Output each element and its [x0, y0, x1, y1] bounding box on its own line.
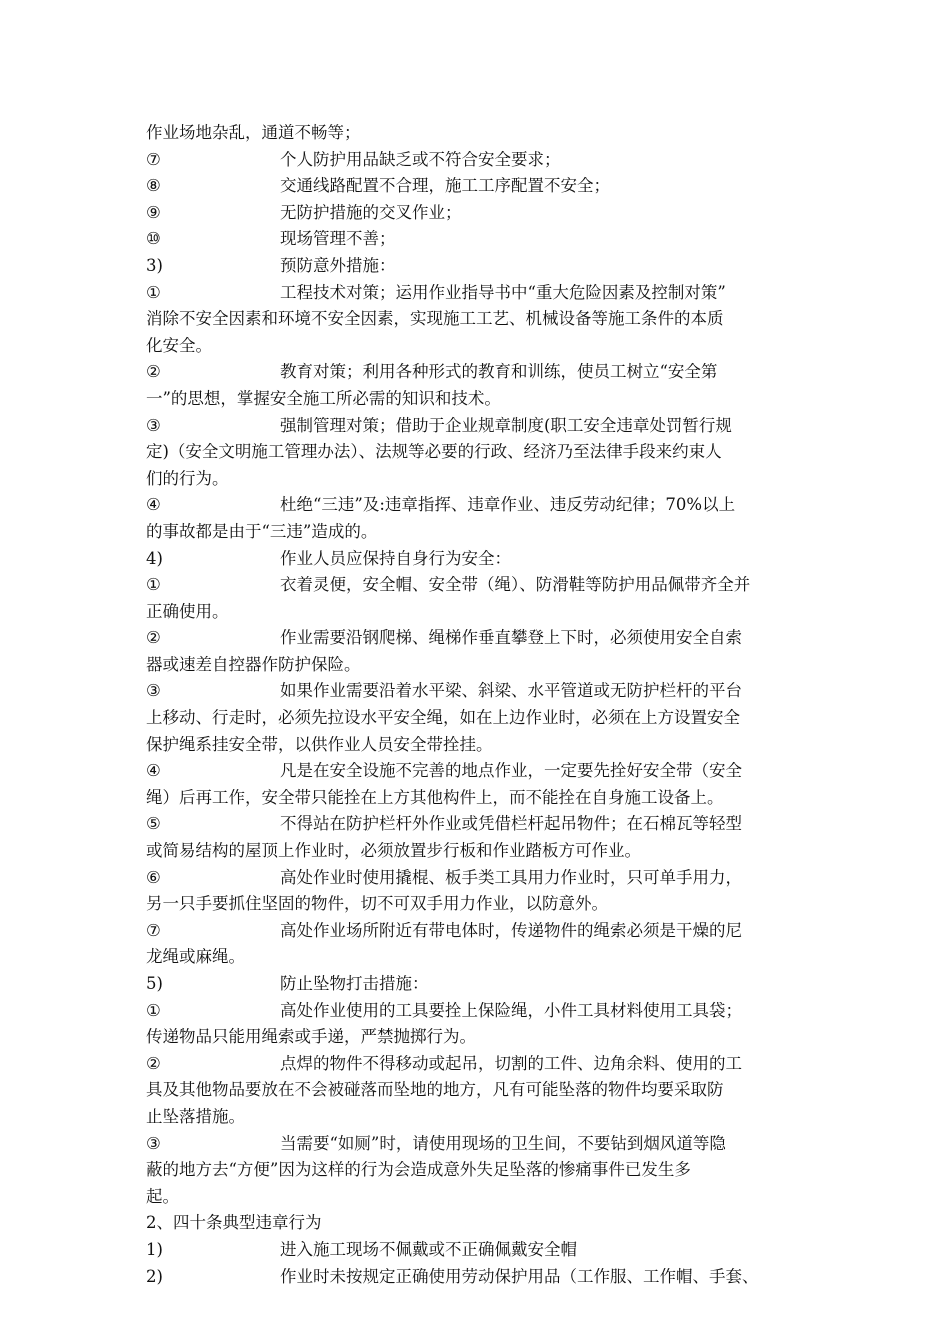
text-line: [146, 678, 806, 705]
document-body: [146, 120, 806, 1290]
text-line: [146, 918, 806, 945]
list-marker: ①: [146, 575, 161, 595]
text-line: [146, 200, 806, 227]
text-line: 2、四十条典型违章行为: [146, 1213, 322, 1233]
line-text: 当需要“如厕”时，请使用现场的卫生间，不要钻到烟风道等隐: [280, 1133, 726, 1153]
line-text: 作业时未按规定正确使用劳动保护用品（工作服、工作帽、手套、: [280, 1266, 759, 1286]
list-marker: ⑧: [146, 176, 161, 196]
text-line: [146, 280, 806, 307]
line-text: 作业需要沿钢爬梯、绳梯作垂直攀登上下时，必须使用安全自索: [280, 628, 742, 648]
text-line: [146, 838, 806, 865]
list-marker: ③: [146, 681, 161, 701]
text-line: [146, 1131, 806, 1158]
list-marker: ①: [146, 1000, 161, 1020]
text-line: [146, 439, 806, 466]
text-line: [146, 865, 806, 892]
list-item: [146, 1131, 806, 1211]
text-line: [146, 944, 806, 971]
text-line: [146, 1184, 806, 1211]
line-text: 衣着灵便，安全帽、安全带（绳）、防滑鞋等防护用品佩带齐全并: [280, 575, 751, 595]
text-line: [146, 173, 806, 200]
text-line: [146, 1237, 806, 1264]
text-line: [146, 519, 806, 546]
text-line: [146, 1104, 806, 1131]
line-text: 杜绝“三违”及:违章指挥、违章作业、违反劳动纪律；70%以上: [280, 495, 736, 515]
text-line: [146, 811, 806, 838]
list-marker: 4): [146, 548, 163, 568]
list-marker: 1): [146, 1239, 163, 1259]
line-text: 另一只手要抓住坚固的物件，切不可双手用力作业，以防意外。: [146, 894, 608, 914]
list-item: [146, 625, 806, 678]
list-item: [146, 253, 806, 280]
line-text: 点焊的物件不得移动或起吊，切割的工件、边角余料、使用的工: [280, 1053, 742, 1073]
text-line: [146, 359, 806, 386]
line-text: 防止坠物打击措施：: [280, 974, 429, 993]
list-marker: 3): [146, 255, 163, 275]
list-item: [146, 998, 806, 1051]
text-line: [146, 492, 806, 519]
list-item: [146, 1237, 806, 1264]
line-text: 传递物品只能用绳索或手递，严禁抛掷行为。: [146, 1027, 476, 1047]
list-item: [146, 971, 806, 998]
line-text: 不得站在防护栏杆外作业或凭借栏杆起吊物件；在石棉瓦等轻型: [280, 814, 742, 834]
line-text: 高处作业使用的工具要拴上保险绳，小件工具材料使用工具袋；: [280, 1000, 742, 1020]
list-item: [146, 811, 806, 864]
text-line: [146, 386, 806, 413]
list-marker: ⑦: [146, 149, 161, 169]
line-text: 的事故都是由于“三违”造成的。: [146, 521, 378, 541]
text-line: [146, 333, 806, 360]
line-text: 如果作业需要沿着水平梁、斜梁、水平管道或无防护栏杆的平台: [280, 681, 742, 701]
text-line: [146, 1077, 806, 1104]
line-text: 化安全。: [146, 335, 212, 355]
line-text: 教育对策；利用各种形式的教育和训练，使员工树立“安全第: [280, 362, 718, 382]
text-line: [146, 306, 806, 333]
list-marker: ⑨: [146, 202, 161, 222]
list-marker: ⑩: [146, 229, 161, 249]
line-text: 作业人员应保持自身行为安全：: [280, 548, 511, 568]
list-marker: ②: [146, 628, 161, 648]
list-item: [146, 1264, 806, 1291]
line-text: 保护绳系挂安全带，以供作业人员安全带拴挂。: [146, 734, 493, 754]
paragraph: [146, 120, 806, 147]
line-text: 个人防护用品缺乏或不符合安全要求；: [280, 149, 561, 169]
text-line: [146, 466, 806, 493]
list-marker: ③: [146, 1133, 161, 1153]
list-item: [146, 546, 806, 573]
line-text: 消除不安全因素和环境不安全因素，实现施工工艺、机械设备等施工条件的本质: [146, 309, 724, 329]
line-text: 具及其他物品要放在不会被碰落而坠地的地方，凡有可能坠落的物件均要采取防: [146, 1080, 724, 1100]
line-text: 交通线路配置不合理，施工工序配置不安全；: [280, 176, 610, 196]
text-line: [146, 253, 806, 280]
text-line: [146, 1051, 806, 1078]
text-line: [146, 572, 806, 599]
list-marker: ②: [146, 362, 161, 382]
line-text: 进入施工现场不佩戴或不正确佩戴安全帽: [280, 1239, 577, 1259]
line-text: 工程技术对策；运用作业指导书中“重大危险因素及控制对策”: [280, 282, 726, 302]
line-text: 无防护措施的交叉作业；: [280, 202, 462, 222]
text-line: [146, 625, 806, 652]
list-marker: ③: [146, 415, 161, 435]
list-marker: ④: [146, 495, 161, 515]
list-item: [146, 173, 806, 200]
list-item: [146, 200, 806, 227]
text-line: [146, 599, 806, 626]
list-marker: ⑥: [146, 867, 161, 887]
text-line: [146, 758, 806, 785]
line-text: 或简易结构的屋顶上作业时，必须放置步行板和作业踏板方可作业。: [146, 841, 641, 861]
list-marker: ②: [146, 1053, 161, 1073]
list-item: [146, 147, 806, 174]
list-marker: ④: [146, 761, 161, 781]
list-item: [146, 1051, 806, 1131]
line-text: 绳）后再工作，安全带只能拴在上方其他构件上，而不能拴在自身施工设备上。: [146, 787, 724, 807]
list-marker: 5): [146, 974, 163, 993]
paragraph: [146, 1210, 806, 1237]
list-item: [146, 226, 806, 253]
list-item: [146, 413, 806, 493]
list-marker: ①: [146, 282, 161, 302]
text-line: [146, 413, 806, 440]
line-text: 止坠落措施。: [146, 1106, 245, 1126]
text-line: [146, 971, 806, 998]
line-text: 现场管理不善；: [280, 229, 396, 249]
list-item: [146, 572, 806, 625]
text-line: [146, 147, 806, 174]
list-item: [146, 359, 806, 412]
line-text: 定)（安全文明施工管理办法）、法规等必要的行政、经济乃至法律手段来约束人: [146, 442, 722, 462]
text-line: [146, 1264, 806, 1291]
list-marker: 2): [146, 1266, 163, 1286]
line-text: 们的行为。: [146, 468, 229, 488]
list-item: [146, 918, 806, 971]
text-line: [146, 226, 806, 253]
text-line: [146, 998, 806, 1025]
line-text: 高处作业场所附近有带电体时，传递物件的绳索必须是干燥的尼: [280, 920, 742, 940]
list-marker: ⑤: [146, 814, 161, 834]
line-text: 龙绳或麻绳。: [146, 947, 245, 967]
text-line: [146, 1024, 806, 1051]
line-text: 凡是在安全设施不完善的地点作业，一定要先拴好安全带（安全: [280, 761, 742, 781]
text-line: [146, 891, 806, 918]
line-text: 正确使用。: [146, 601, 229, 621]
list-item: [146, 280, 806, 360]
text-line: [146, 652, 806, 679]
text-line: [146, 732, 806, 759]
line-text: 一”的思想，掌握安全施工所必需的知识和技术。: [146, 388, 501, 408]
line-text: 高处作业时使用撬棍、板手类工具用力作业时，只可单手用力，: [280, 867, 742, 887]
text-line: [146, 546, 806, 573]
list-marker: ⑦: [146, 920, 161, 940]
text-line: [146, 705, 806, 732]
list-item: [146, 492, 806, 545]
line-text: 起。: [146, 1186, 179, 1206]
list-item: [146, 758, 806, 811]
line-text: 预防意外措施：: [280, 255, 396, 275]
line-text: 蔽的地方去“方便”因为这样的行为会造成意外失足坠落的惨痛事件已发生多: [146, 1160, 691, 1180]
text-line: 作业场地杂乱，通道不畅等；: [146, 123, 361, 142]
text-line: [146, 1157, 806, 1184]
list-item: [146, 865, 806, 918]
line-text: 器或速差自控器作防护保险。: [146, 654, 361, 674]
line-text: 上移动、行走时，必须先拉设水平安全绳，如在上边作业时，必须在上方设置安全: [146, 708, 740, 728]
text-line: [146, 785, 806, 812]
list-item: [146, 678, 806, 758]
line-text: 强制管理对策；借助于企业规章制度(职工安全违章处罚暂行规: [280, 415, 732, 435]
